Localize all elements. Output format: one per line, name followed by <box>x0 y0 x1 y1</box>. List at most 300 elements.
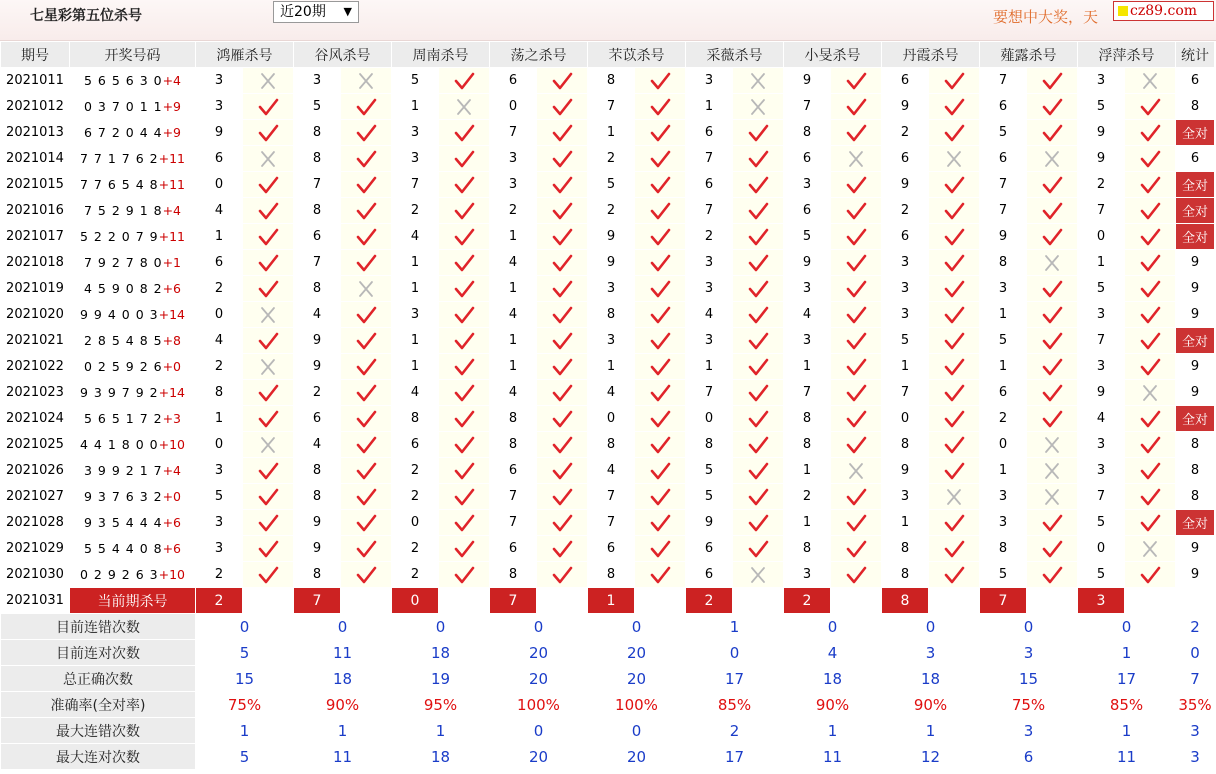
kill-number-cell: 8 <box>294 120 340 145</box>
check-icon <box>635 354 685 379</box>
kill-number-cell: 3 <box>686 276 732 301</box>
kill-number-cell: 3 <box>196 458 242 483</box>
header-expert-4: 荡之杀号 <box>490 42 587 67</box>
kill-number-cell: 2 <box>196 354 242 379</box>
cross-icon <box>733 68 783 93</box>
check-icon <box>1125 328 1175 353</box>
kill-number-cell: 7 <box>784 380 830 405</box>
table-row <box>1 68 1214 93</box>
kill-number-cell: 6 <box>980 380 1026 405</box>
period-cell: 2021022 <box>1 354 69 379</box>
stats-value: 3 <box>882 640 979 665</box>
kill-number-cell: 5 <box>980 120 1026 145</box>
kill-number-cell: 9 <box>588 250 634 275</box>
stats-value: 0 <box>588 614 685 639</box>
stats-value: 90% <box>784 692 881 717</box>
kill-number-cell: 3 <box>1078 68 1124 93</box>
stats-value: 18 <box>392 640 489 665</box>
current-kill-number: 7 <box>294 588 340 613</box>
kill-number-cell: 9 <box>1078 120 1124 145</box>
stats-value: 20 <box>588 744 685 769</box>
kill-number-cell: 7 <box>392 172 438 197</box>
kill-number-cell: 7 <box>490 120 536 145</box>
draw-numbers: 9 3 7 6 3 2 <box>83 489 163 504</box>
kill-number-cell: 7 <box>490 510 536 535</box>
check-icon <box>439 172 489 197</box>
kill-number-cell: 8 <box>294 276 340 301</box>
kill-number-cell: 6 <box>196 146 242 171</box>
kill-number-cell: 3 <box>392 302 438 327</box>
kill-number-cell: 9 <box>784 250 830 275</box>
kill-number-cell: 4 <box>490 302 536 327</box>
period-cell: 2021026 <box>1 458 69 483</box>
kill-number-cell: 7 <box>294 172 340 197</box>
stats-value: 0 <box>686 640 783 665</box>
check-icon <box>831 94 881 119</box>
kill-number-cell: 6 <box>686 120 732 145</box>
check-icon <box>537 172 587 197</box>
header-stat: 统计 <box>1176 42 1214 67</box>
current-kill-number: 0 <box>392 588 438 613</box>
slogan-text: 要想中大奖，天 <box>993 8 1099 26</box>
cross-icon <box>1027 432 1077 457</box>
blank-cell <box>341 588 391 613</box>
stats-total: 3 <box>1176 744 1214 769</box>
kill-number-cell: 8 <box>588 562 634 587</box>
kill-number-cell: 1 <box>980 354 1026 379</box>
stats-value: 11 <box>1078 744 1175 769</box>
kill-number-cell: 8 <box>882 432 928 457</box>
check-icon <box>537 146 587 171</box>
blank-cell <box>1125 588 1175 613</box>
draw-numbers: 9 9 4 0 0 3 <box>80 307 159 322</box>
check-icon <box>439 276 489 301</box>
stats-label: 目前连对次数 <box>1 640 195 665</box>
kill-number-cell: 7 <box>784 94 830 119</box>
stats-value: 0 <box>490 614 587 639</box>
stats-value: 20 <box>588 640 685 665</box>
draw-sum: +4 <box>162 203 182 218</box>
period-cell: 2021021 <box>1 328 69 353</box>
table-row <box>1 198 1214 223</box>
draw-numbers-cell <box>70 354 195 379</box>
check-icon <box>341 432 391 457</box>
check-icon <box>341 302 391 327</box>
kill-number-cell: 6 <box>490 536 536 561</box>
kill-number-cell: 2 <box>392 198 438 223</box>
check-icon <box>831 354 881 379</box>
check-icon <box>439 380 489 405</box>
stats-value: 85% <box>686 692 783 717</box>
stats-value: 18 <box>392 744 489 769</box>
kill-number-cell: 7 <box>882 380 928 405</box>
check-icon <box>733 172 783 197</box>
table-row <box>1 328 1214 353</box>
blank-cell <box>439 588 489 613</box>
check-icon <box>635 120 685 145</box>
blank-cell <box>831 588 881 613</box>
stats-value: 18 <box>882 666 979 691</box>
kill-number-cell: 2 <box>196 276 242 301</box>
draw-sum: +11 <box>158 177 185 192</box>
stats-value: 5 <box>196 744 293 769</box>
kill-number-cell: 3 <box>784 172 830 197</box>
check-icon <box>1125 172 1175 197</box>
kill-number-cell: 5 <box>980 562 1026 587</box>
kill-number-cell: 3 <box>882 484 928 509</box>
kill-number-cell: 3 <box>294 68 340 93</box>
draw-numbers: 0 2 9 2 6 3 <box>80 567 159 582</box>
kill-number-cell: 6 <box>882 146 928 171</box>
kill-number-cell: 4 <box>392 224 438 249</box>
period-cell: 2021024 <box>1 406 69 431</box>
stats-row <box>1 744 1214 769</box>
cross-icon <box>341 276 391 301</box>
check-icon <box>537 302 587 327</box>
check-icon <box>537 120 587 145</box>
kill-number-cell: 7 <box>588 94 634 119</box>
check-icon <box>341 380 391 405</box>
kill-number-cell: 4 <box>196 328 242 353</box>
check-icon <box>929 562 979 587</box>
check-icon <box>929 432 979 457</box>
current-kill-number: 8 <box>882 588 928 613</box>
header-period: 期号 <box>1 42 69 67</box>
check-icon <box>439 510 489 535</box>
header-expert-5: 芣苡杀号 <box>588 42 685 67</box>
kill-number-cell: 1 <box>490 224 536 249</box>
draw-numbers: 9 3 5 4 4 4 <box>83 515 163 530</box>
draw-numbers: 0 3 7 0 1 1 <box>83 99 163 114</box>
check-icon <box>1125 146 1175 171</box>
stats-value: 11 <box>784 744 881 769</box>
chevron-down-icon: ▼ <box>343 5 352 18</box>
kill-number-cell: 9 <box>784 68 830 93</box>
kill-number-cell: 1 <box>980 458 1026 483</box>
check-icon <box>1125 562 1175 587</box>
check-icon <box>635 250 685 275</box>
kill-number-cell: 3 <box>1078 458 1124 483</box>
kill-number-cell: 1 <box>490 328 536 353</box>
kill-number-cell: 3 <box>784 276 830 301</box>
kill-number-cell: 1 <box>784 510 830 535</box>
period-cell: 2021014 <box>1 146 69 171</box>
check-icon <box>439 198 489 223</box>
blank-cell <box>929 588 979 613</box>
check-icon <box>733 198 783 223</box>
kill-number-cell: 9 <box>294 354 340 379</box>
cross-icon <box>1027 146 1077 171</box>
kill-number-cell: 2 <box>686 224 732 249</box>
check-icon <box>243 328 293 353</box>
kill-number-cell: 8 <box>490 406 536 431</box>
kill-number-cell: 6 <box>392 432 438 457</box>
stat-cell: 6 <box>1176 68 1214 93</box>
kill-number-cell: 5 <box>686 484 732 509</box>
check-icon <box>537 276 587 301</box>
kill-number-cell: 8 <box>490 432 536 457</box>
check-icon <box>243 562 293 587</box>
check-icon <box>439 354 489 379</box>
draw-sum: +0 <box>162 489 182 504</box>
draw-sum: +10 <box>158 567 185 582</box>
draw-sum: +6 <box>162 541 182 556</box>
kill-number-cell: 7 <box>980 172 1026 197</box>
all-correct-badge: 全对 <box>1176 328 1214 353</box>
check-icon <box>1027 94 1077 119</box>
check-icon <box>929 68 979 93</box>
kill-number-cell: 6 <box>686 172 732 197</box>
kill-number-cell: 1 <box>490 276 536 301</box>
check-icon <box>733 484 783 509</box>
check-icon <box>1027 328 1077 353</box>
kill-number-cell: 7 <box>686 198 732 223</box>
table-row <box>1 276 1214 301</box>
period-cell: 2021019 <box>1 276 69 301</box>
check-icon <box>439 68 489 93</box>
draw-sum: +3 <box>162 411 182 426</box>
kill-number-cell: 3 <box>196 536 242 561</box>
kill-number-cell: 3 <box>686 250 732 275</box>
check-icon <box>929 172 979 197</box>
cross-icon <box>243 432 293 457</box>
kill-number-cell: 2 <box>490 198 536 223</box>
draw-sum: +11 <box>158 229 185 244</box>
kill-number-cell: 1 <box>392 276 438 301</box>
check-icon <box>929 198 979 223</box>
draw-numbers: 7 7 6 5 4 8 <box>80 177 159 192</box>
check-icon <box>929 536 979 561</box>
stats-value: 0 <box>196 614 293 639</box>
period-select[interactable] <box>273 1 359 23</box>
kill-number-cell: 4 <box>392 380 438 405</box>
draw-numbers-cell <box>70 432 195 457</box>
blank-cell <box>1027 588 1077 613</box>
check-icon <box>635 432 685 457</box>
check-icon <box>243 510 293 535</box>
table-row <box>1 458 1214 483</box>
kill-number-cell: 6 <box>784 146 830 171</box>
kill-number-cell: 0 <box>882 406 928 431</box>
draw-numbers: 5 5 4 4 0 8 <box>83 541 163 556</box>
current-period-row <box>1 588 1214 613</box>
kill-number-cell: 6 <box>588 536 634 561</box>
cross-icon <box>1027 458 1077 483</box>
check-icon <box>537 562 587 587</box>
check-icon <box>635 94 685 119</box>
period-cell: 2021011 <box>1 68 69 93</box>
kill-number-cell: 3 <box>196 510 242 535</box>
draw-numbers-cell <box>70 302 195 327</box>
kill-number-cell: 7 <box>588 510 634 535</box>
draw-numbers: 7 5 2 9 1 8 <box>83 203 163 218</box>
check-icon <box>635 458 685 483</box>
kill-number-cell: 3 <box>882 302 928 327</box>
blank-cell <box>243 588 293 613</box>
draw-numbers-cell <box>70 536 195 561</box>
stats-value: 11 <box>294 744 391 769</box>
stats-value: 90% <box>882 692 979 717</box>
kill-number-cell: 1 <box>784 458 830 483</box>
stats-row <box>1 692 1214 717</box>
cross-icon <box>733 562 783 587</box>
stats-value: 18 <box>294 666 391 691</box>
draw-numbers-cell <box>70 406 195 431</box>
period-cell: 2021018 <box>1 250 69 275</box>
kill-number-cell: 3 <box>392 120 438 145</box>
kill-number-cell: 9 <box>882 458 928 483</box>
stats-value: 0 <box>490 718 587 743</box>
check-icon <box>733 354 783 379</box>
check-icon <box>831 302 881 327</box>
check-icon <box>1125 94 1175 119</box>
check-icon <box>537 328 587 353</box>
stats-value: 95% <box>392 692 489 717</box>
period-cell: 2021023 <box>1 380 69 405</box>
kill-number-cell: 8 <box>588 432 634 457</box>
kill-number-cell: 7 <box>294 250 340 275</box>
draw-numbers-cell <box>70 380 195 405</box>
stats-value: 1 <box>1078 718 1175 743</box>
draw-numbers-cell <box>70 120 195 145</box>
check-icon <box>341 536 391 561</box>
check-icon <box>439 328 489 353</box>
check-icon <box>243 120 293 145</box>
check-icon <box>929 224 979 249</box>
kill-number-cell: 5 <box>1078 276 1124 301</box>
kill-number-cell: 3 <box>196 68 242 93</box>
stats-value: 90% <box>294 692 391 717</box>
check-icon <box>831 68 881 93</box>
check-icon <box>1027 198 1077 223</box>
kill-number-cell: 9 <box>882 172 928 197</box>
kill-number-cell: 2 <box>392 536 438 561</box>
stats-value: 1 <box>1078 640 1175 665</box>
stat-cell: 8 <box>1176 94 1214 119</box>
kill-number-cell: 1 <box>686 94 732 119</box>
stats-value: 1 <box>196 718 293 743</box>
check-icon <box>929 276 979 301</box>
stats-row <box>1 640 1214 665</box>
kill-number-cell: 9 <box>294 328 340 353</box>
draw-numbers-cell <box>70 68 195 93</box>
draw-numbers: 5 6 5 6 3 0 <box>83 73 163 88</box>
kill-number-cell: 6 <box>882 68 928 93</box>
draw-sum: +10 <box>158 437 185 452</box>
kill-number-cell: 9 <box>1078 146 1124 171</box>
check-icon <box>537 354 587 379</box>
stat-cell: 9 <box>1176 562 1214 587</box>
header-numbers: 开奖号码 <box>70 42 195 67</box>
check-icon <box>929 354 979 379</box>
stats-value: 4 <box>784 640 881 665</box>
check-icon <box>733 276 783 301</box>
check-icon <box>831 510 881 535</box>
kill-number-cell: 5 <box>196 484 242 509</box>
draw-sum: +6 <box>162 515 182 530</box>
draw-sum: +9 <box>162 99 182 114</box>
kill-number-cell: 8 <box>392 406 438 431</box>
kill-number-cell: 0 <box>980 432 1026 457</box>
check-icon <box>831 276 881 301</box>
kill-number-cell: 8 <box>784 536 830 561</box>
check-icon <box>341 172 391 197</box>
check-icon <box>831 484 881 509</box>
check-icon <box>635 484 685 509</box>
stats-row <box>1 614 1214 639</box>
period-select-value: 近20期 <box>280 4 326 20</box>
check-icon <box>341 458 391 483</box>
kill-number-cell: 7 <box>686 380 732 405</box>
check-icon <box>243 484 293 509</box>
check-icon <box>243 250 293 275</box>
check-icon <box>929 380 979 405</box>
check-icon <box>537 510 587 535</box>
kill-number-cell: 8 <box>294 562 340 587</box>
kill-number-cell: 5 <box>980 328 1026 353</box>
kill-number-cell: 7 <box>490 484 536 509</box>
kill-number-cell: 7 <box>1078 484 1124 509</box>
draw-numbers-cell <box>70 198 195 223</box>
check-icon <box>929 302 979 327</box>
header-expert-3: 周南杀号 <box>392 42 489 67</box>
check-icon <box>439 250 489 275</box>
kill-number-cell: 7 <box>1078 198 1124 223</box>
check-icon <box>929 120 979 145</box>
kill-number-cell: 3 <box>392 146 438 171</box>
check-icon <box>831 224 881 249</box>
kill-number-cell: 5 <box>392 68 438 93</box>
site-logo[interactable] <box>1113 1 1214 21</box>
kill-number-cell: 4 <box>784 302 830 327</box>
stats-value: 1 <box>882 718 979 743</box>
table-row <box>1 354 1214 379</box>
check-icon <box>439 536 489 561</box>
stats-label: 最大连对次数 <box>1 744 195 769</box>
kill-number-cell: 9 <box>294 510 340 535</box>
blank-cell <box>1176 588 1214 613</box>
cross-icon <box>243 354 293 379</box>
kill-number-cell: 6 <box>294 406 340 431</box>
check-icon <box>831 536 881 561</box>
stats-label: 准确率(全对率) <box>1 692 195 717</box>
stats-value: 100% <box>490 692 587 717</box>
check-icon <box>537 224 587 249</box>
check-icon <box>341 120 391 145</box>
period-cell: 2021025 <box>1 432 69 457</box>
kill-number-cell: 5 <box>1078 562 1124 587</box>
cross-icon <box>439 94 489 119</box>
stats-value: 3 <box>980 718 1077 743</box>
kill-number-cell: 2 <box>392 458 438 483</box>
check-icon <box>733 432 783 457</box>
check-icon <box>929 510 979 535</box>
stat-cell: 8 <box>1176 432 1214 457</box>
kill-number-cell: 9 <box>686 510 732 535</box>
draw-numbers: 9 3 9 7 9 2 <box>80 385 159 400</box>
draw-numbers: 4 5 9 0 8 2 <box>83 281 163 296</box>
kill-number-cell: 6 <box>686 536 732 561</box>
draw-numbers: 7 9 2 7 8 0 <box>83 255 163 270</box>
check-icon <box>1125 302 1175 327</box>
kill-number-cell: 8 <box>588 68 634 93</box>
check-icon <box>1125 484 1175 509</box>
stats-value: 2 <box>686 718 783 743</box>
stats-value: 15 <box>980 666 1077 691</box>
kill-number-cell: 6 <box>784 198 830 223</box>
stats-row <box>1 666 1214 691</box>
cross-icon <box>1125 380 1175 405</box>
